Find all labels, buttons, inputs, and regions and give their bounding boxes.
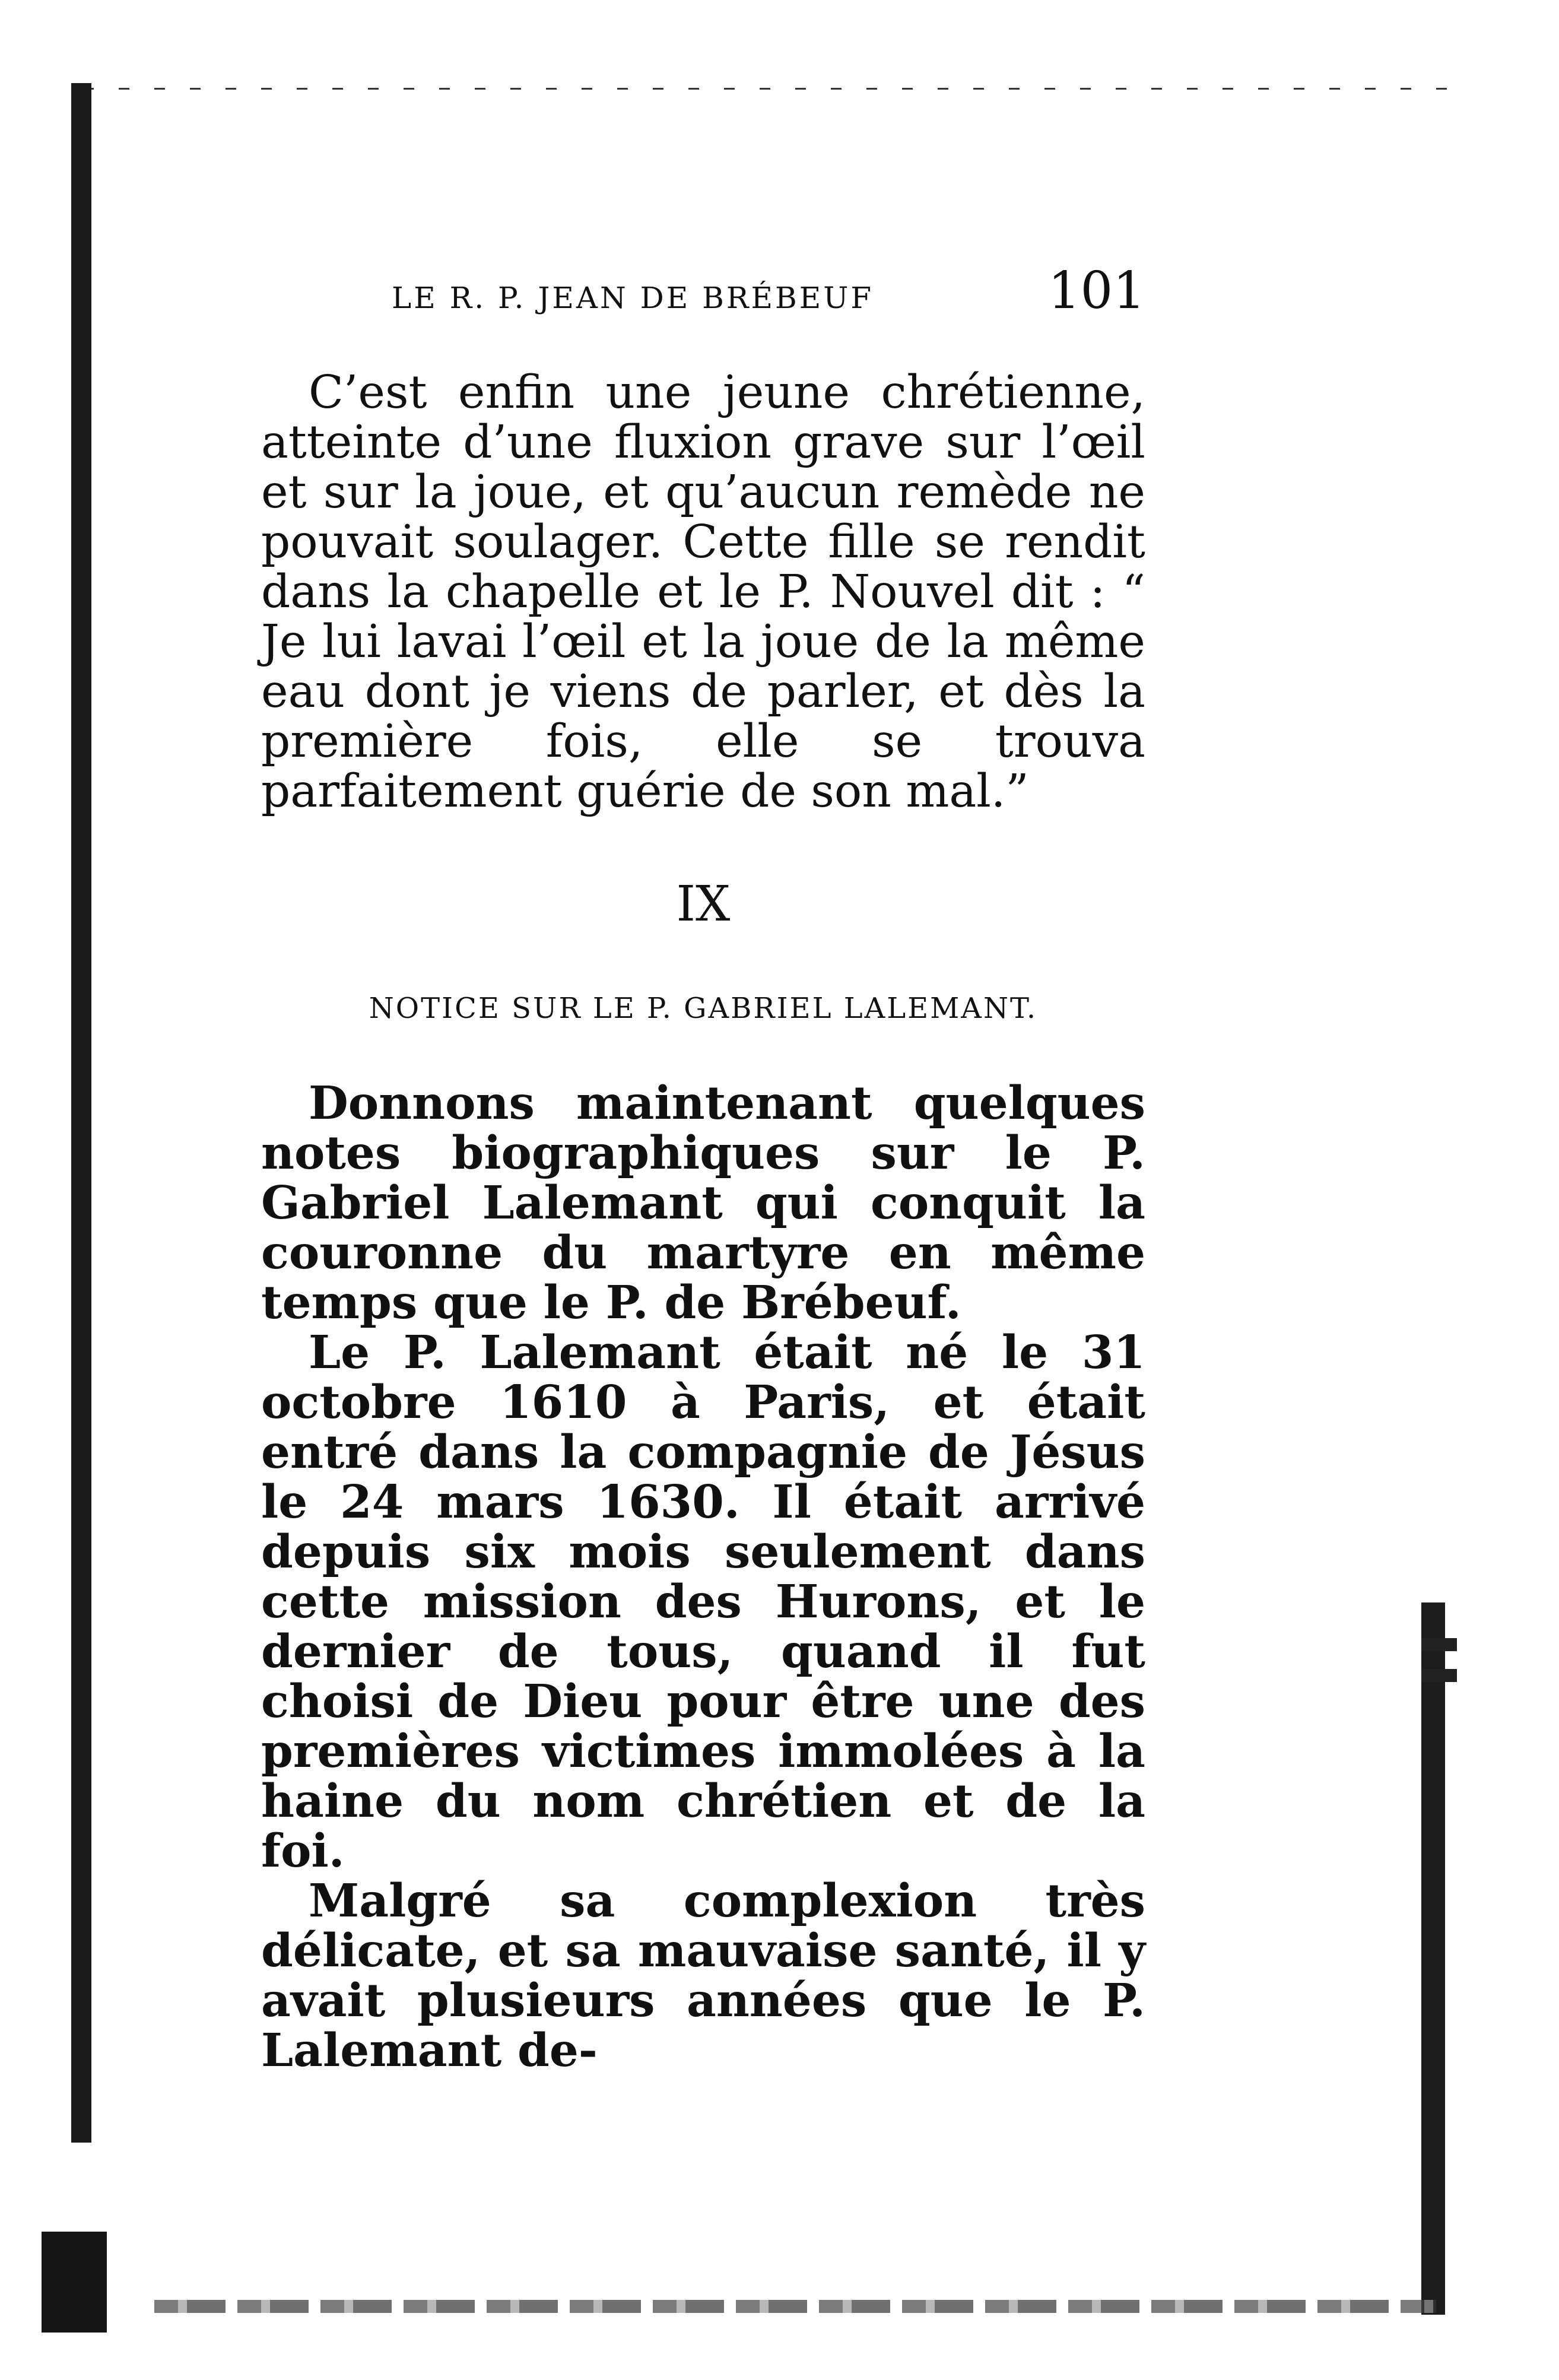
paragraph: Donnons maintenant quelques notes biographiques sur le P. Gabriel Lalemant qui conquit la couronne du martyre en même temps que le P. de Brébeuf. xyxy=(261,1077,1145,1329)
running-head-title: LE R. P. JEAN DE BRÉBEUF xyxy=(392,281,874,315)
page-text-block xyxy=(261,261,1145,2076)
paragraph: Le P. Lalemant était né le 31 octobre 1610 à Paris, et était entré dans la compagnie de Jésus le 24 mars 1630. Il était arrivé depuis six mois seulement dans cette mission des Hurons, et le dernier de tous, quand il fut choisi de Dieu pour être une des premières victimes immolées à la haine du nom chrétien et de la foi. xyxy=(261,1326,1145,1878)
scan-right-marks xyxy=(1421,1638,1469,1721)
scan-left-binding-edge xyxy=(71,83,91,2143)
scan-mark xyxy=(1421,1638,1457,1651)
paragraph: Malgré sa complexion très délicate, et sa mauvaise santé, il y avait plusieurs années que le P. Lalemant de- xyxy=(261,1874,1145,2077)
section-number: IX xyxy=(676,876,731,932)
running-head xyxy=(261,261,1145,320)
paragraph: C’est enfin une jeune chrétienne, atteinte d’une fluxion grave sur l’œil et sur la joue, et qu’aucun remède ne pouvait soulager. Cette fille se rendit dans la chapelle et le P. Nouvel dit : “ Je lui lavai l’œil et la joue de la même eau dont je viens de parler, et dès la première fois, elle se trouva parfaitement guérie de son mal.” xyxy=(261,366,1145,818)
page-number: 101 xyxy=(1047,261,1145,320)
scan-top-edge xyxy=(83,88,1460,90)
section-title: NOTICE SUR LE P. GABRIEL LALEMANT. xyxy=(369,992,1038,1025)
scan-corner-blot xyxy=(42,2232,107,2333)
scan-mark xyxy=(1421,1669,1457,1682)
scan-bottom-edge xyxy=(154,2300,1436,2313)
